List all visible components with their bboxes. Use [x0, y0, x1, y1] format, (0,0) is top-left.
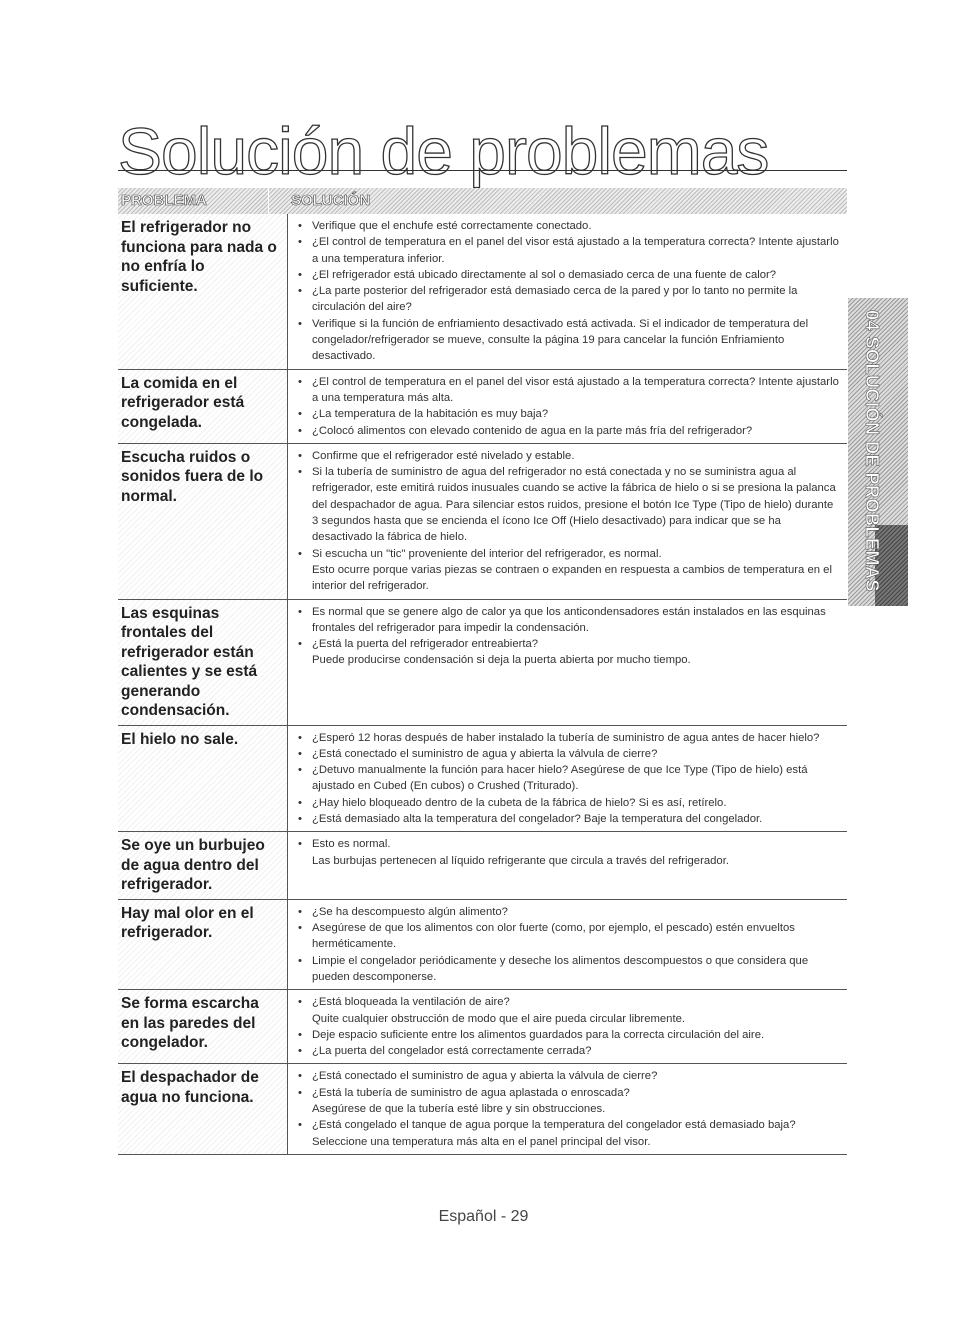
solution-text: ¿Hay hielo bloqueado dentro de la cubeta de la fábrica de hielo? Si es así, retírelo.	[312, 796, 727, 809]
solution-item	[297, 423, 841, 439]
solution-cell	[288, 832, 847, 899]
solution-item	[297, 811, 841, 827]
table-row	[118, 444, 847, 600]
header-solution: SOLUCIÓN	[268, 188, 847, 214]
solution-note: Asegúrese de que la tubería esté libre y sin obstrucciones.	[312, 1103, 606, 1116]
header-problem: PROBLEMA	[121, 192, 207, 209]
solution-item	[297, 953, 841, 986]
solution-cell	[288, 900, 847, 989]
troubleshooting-table	[118, 188, 847, 1155]
solution-text: Es normal que se genere algo de calor ya que los anticondensadores están instalados en las esquinas frontales del refrigerador para impedir la condensación.	[312, 605, 826, 634]
solution-list	[297, 448, 841, 595]
solution-text: ¿La temperatura de la habitación es muy baja?	[312, 408, 549, 421]
solution-item	[297, 283, 841, 316]
solution-note: Esto ocurre porque varias piezas se contraen o expanden en respuesta a cambios de temperatura en el interior del refrigerador.	[312, 563, 832, 593]
solution-list	[297, 218, 841, 365]
solution-text: Si escucha un "tic" proveniente del interior del refrigerador, es normal.	[312, 547, 662, 560]
solution-list	[297, 904, 841, 985]
problem-cell: Escucha ruidos o sonidos fuera de lo normal.	[118, 444, 288, 599]
solution-item	[297, 636, 841, 669]
problem-cell: El despachador de agua no funciona.	[118, 1064, 288, 1153]
solution-item	[297, 218, 841, 234]
solution-item	[297, 546, 841, 595]
solution-item	[297, 746, 841, 762]
solution-item	[297, 730, 841, 746]
page-title: Solución de problemas	[118, 114, 769, 188]
solution-text: ¿El control de temperatura en el panel del visor está ajustado a la temperatura correcta? Intente ajustarlo a una temperatura más alta.	[312, 375, 839, 404]
solution-item	[297, 316, 841, 365]
table-row	[118, 990, 847, 1064]
solution-text: ¿El control de temperatura en el panel del visor está ajustado a la temperatura correcta? Intente ajustarlo a una temperatura inferior.	[312, 236, 839, 265]
solution-text: Asegúrese de que los alimentos con olor fuerte (como, por ejemplo, el pescado) estén envueltos herméticamente.	[312, 922, 795, 951]
problem-cell: El hielo no sale.	[118, 726, 288, 832]
problem-cell: La comida en el refrigerador está congelada.	[118, 370, 288, 443]
solution-list	[297, 604, 841, 669]
solution-item	[297, 1117, 841, 1150]
solution-item	[297, 1043, 841, 1059]
problem-cell: Las esquinas frontales del refrigerador están calientes y se está generando condensación.	[118, 600, 288, 725]
table-body	[118, 214, 847, 1155]
solution-note: Quite cualquier obstrucción de modo que el aire pueda circular libremente.	[312, 1012, 686, 1025]
table-row	[118, 832, 847, 900]
problem-cell: Se oye un burbujeo de agua dentro del refrigerador.	[118, 832, 288, 899]
solution-cell	[288, 1064, 847, 1153]
chapter-tab-label: 04 SOLUCIÓN DE PROBLEMAS	[862, 310, 882, 593]
solution-list	[297, 374, 841, 439]
solution-item	[297, 795, 841, 811]
solution-text: ¿Está conectado el suministro de agua y abierta la válvula de cierre?	[312, 1070, 658, 1083]
table-row	[118, 600, 847, 726]
solution-item	[297, 448, 841, 464]
solution-item	[297, 904, 841, 920]
solution-text: ¿Detuvo manualmente la función para hacer hielo? Asegúrese de que Ice Type (Tipo de hielo) está ajustado en Cubed (En cubos) o Crushed (Triturado).	[312, 764, 808, 793]
table-row	[118, 370, 847, 444]
solution-item	[297, 762, 841, 795]
solution-text: ¿Está congelado el tanque de agua porque la temperatura del congelador está demasiado baja? Seleccione una temperatura más alta en el panel principal del visor.	[312, 1119, 796, 1148]
solution-text: Esto es normal.	[312, 838, 391, 851]
solution-note: Puede producirse condensación si deja la puerta abierta por mucho tiempo.	[312, 654, 691, 667]
solution-list	[297, 730, 841, 828]
page-number: Español - 29	[438, 1208, 529, 1225]
solution-text: ¿Está conectado el suministro de agua y abierta la válvula de cierre?	[312, 747, 658, 760]
table-row	[118, 900, 847, 990]
solution-list	[297, 1068, 841, 1149]
solution-cell	[288, 990, 847, 1063]
solution-text: Si la tubería de suministro de agua del refrigerador no está conectada y no se suministra agua al refrigerador, este emitirá ruidos inusuales cuando se active la fábrica de hielo o si se presiona la palanca del despachador de agua. Para silenciar estos ruidos, presione el botón Ice Type (Tipo de hielo) durante 3 segundos hasta que se encienda el ícono Ice Off (Hielo desactivado) para indicar que se ha desactivado la fábrica de hielo.	[312, 466, 836, 544]
problem-cell: El refrigerador no funciona para nada o no enfría lo suficiente.	[118, 214, 288, 369]
solution-text: ¿La parte posterior del refrigerador está demasiado cerca de la pared y por lo tanto no permite la circulación del aire?	[312, 285, 798, 314]
solution-item	[297, 464, 841, 545]
table-header	[118, 188, 847, 214]
solution-text: ¿Está bloqueada la ventilación de aire?	[312, 996, 510, 1009]
solution-text: Limpie el congelador periódicamente y deseche los alimentos descompuestos o que considera que pueden descomponerse.	[312, 954, 809, 983]
solution-text: ¿Está la tubería de suministro de agua aplastada o enroscada?	[312, 1086, 630, 1099]
solution-text: ¿Está demasiado alta la temperatura del congelador? Baje la temperatura del congelador.	[312, 813, 763, 826]
solution-text: Deje espacio suficiente entre los alimentos guardados para la correcta circulación del aire.	[312, 1028, 765, 1041]
table-row	[118, 214, 847, 370]
solution-item	[297, 1027, 841, 1043]
solution-note: Las burbujas pertenecen al líquido refrigerante que circula a través del refrigerador.	[312, 854, 729, 867]
solution-list	[297, 836, 841, 869]
solution-cell	[288, 726, 847, 832]
table-row	[118, 1064, 847, 1154]
solution-item	[297, 994, 841, 1027]
solution-item	[297, 1068, 841, 1084]
solution-text: ¿Colocó alimentos con elevado contenido de agua en la parte más fría del refrigerador?	[312, 424, 753, 437]
solution-cell	[288, 444, 847, 599]
solution-text: Confirme que el refrigerador esté nivelado y estable.	[312, 449, 575, 462]
problem-cell: Hay mal olor en el refrigerador.	[118, 900, 288, 989]
solution-text: Verifique si la función de enfriamiento desactivado está activada. Si el indicador de temperatura del congelador/refrigerador se mueve, consulte la página 19 para cancelar la función Enfriamiento desactivado.	[312, 317, 809, 363]
solution-text: ¿Está la puerta del refrigerador entreabierta?	[312, 638, 539, 651]
solution-text: ¿Se ha descompuesto algún alimento?	[312, 905, 508, 918]
solution-cell	[288, 214, 847, 369]
solution-text: ¿Esperó 12 horas después de haber instalado la tubería de suministro de agua antes de hacer hielo?	[312, 731, 820, 744]
table-row	[118, 726, 847, 833]
solution-item	[297, 406, 841, 422]
solution-text: Verifique que el enchufe esté correctamente conectado.	[312, 220, 592, 232]
solution-item	[297, 1085, 841, 1118]
solution-item	[297, 234, 841, 267]
solution-item	[297, 604, 841, 637]
solution-item	[297, 267, 841, 283]
solution-item	[297, 374, 841, 407]
problem-cell: Se forma escarcha en las paredes del congelador.	[118, 990, 288, 1063]
title-rule	[118, 170, 847, 171]
solution-list	[297, 994, 841, 1059]
solution-text: ¿El refrigerador está ubicado directamente al sol o demasiado cerca de una fuente de calor?	[312, 268, 777, 281]
solution-text: ¿La puerta del congelador está correctamente cerrada?	[312, 1045, 592, 1058]
solution-cell	[288, 370, 847, 443]
solution-item	[297, 836, 841, 869]
solution-item	[297, 920, 841, 953]
solution-cell	[288, 600, 847, 725]
